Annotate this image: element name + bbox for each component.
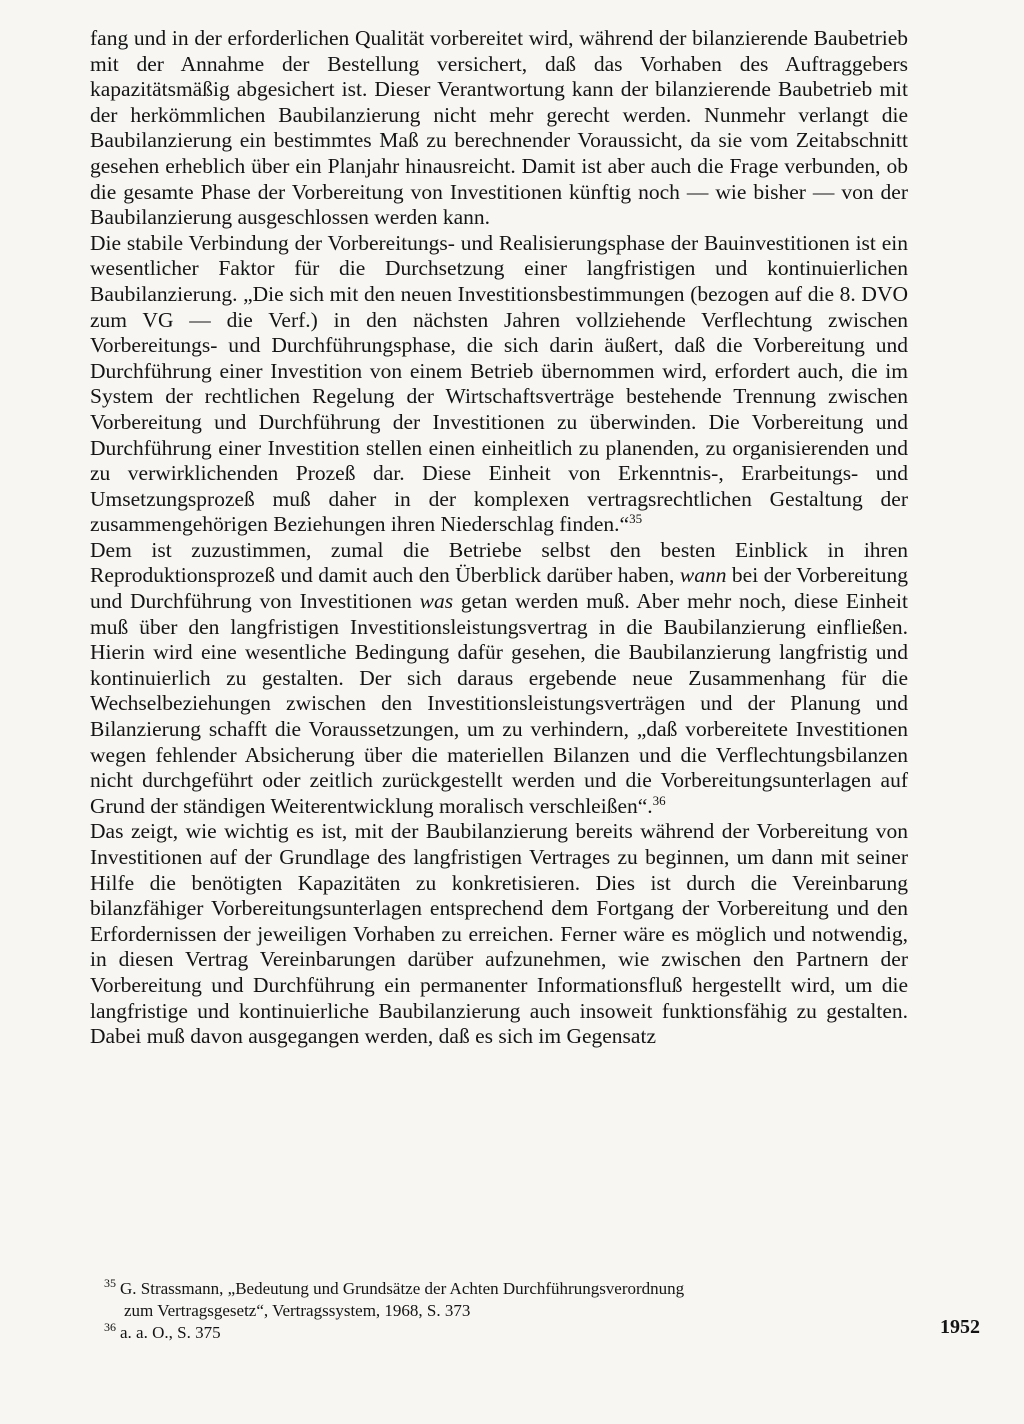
page-number: 1952 bbox=[940, 1316, 980, 1338]
paragraph-2-text: Die stabile Verbindung der Vorbereitungs- und Realisierungsphase der Bauinvestitionen ist ein wesentlicher Faktor für die Durchsetzung einer langfristigen und kontinuierlichen Baubilanzierung. „Die sich mit den neuen Investitionsbestimmungen (bezogen auf die 8. DVO zum VG — die Verf.) in den nächsten Jahren vollziehende Verflechtung zwischen Vorbereitungs- und Durchführungsphase, die sich darin äußert, daß die Vorbereitung und Durchführung einer Investition von einem Betrieb übernommen wird, erfordert auch, die im System der rechtlichen Regelung der Wirtschaftsverträge bestehende Trennung zwischen Vorbereitung und Durchführung der Investitionen zu überwinden. Die Vorbereitung und Durchführung einer Investition stellen einen einheitlich zu planenden, zu organisierenden und zu verwirklichenden Prozeß dar. Diese Einheit von Erkenntnis-, Erarbeitungs- und Umsetzungsprozeß muß daher in der komplexen vertragsrechtlichen Gestaltung der zusammengehörigen Beziehungen ihren Niederschlag finden.“ bbox=[90, 230, 908, 537]
emphasis-was: was bbox=[419, 589, 454, 614]
paragraph-3-text-c: getan werden muß. Aber mehr noch, diese Einheit muß über den langfristigen Investitionsleistungsvertrag in die Baubilanzierung einfließen. Hierin wird eine wesentliche Bedingung dafür gesehen, die Baubilanzierung langfristig und kontinuierlich zu gestalten. Der sich daraus ergebende neue Zusammenhang für die Wechselbeziehungen zwischen den Investitionsleistungsverträgen und der Planung und Bilanzierung schafft die Voraussetzungen, um zu verhindern, „daß vorbereitete Investitionen wegen fehlender Absicherung über die materiellen Bilanzen und die Verflechtungsbilanzen nicht durchgeführt oder zeitlich zurückgestellt werden und die Vorbereitungsunterlagen auf Grund der ständigen Weiterentwicklung moralisch verschleißen“. bbox=[90, 589, 908, 818]
emphasis-wann: wann bbox=[679, 563, 727, 588]
paragraph-2 bbox=[90, 231, 908, 538]
paragraph-3-text-a: Dem ist zuzustimmen, zumal die Betriebe selbst den besten Einblick in ihren Reproduktionsprozeß und damit auch den Überblick darüber haben, bbox=[90, 537, 908, 588]
paragraph-4: Das zeigt, wie wichtig es ist, mit der Baubilanzierung bereits während der Vorbereitung von Investitionen auf der Grundlage des langfristigen Vertrages zu beginnen, um dann mit seiner Hilfe die benötigten Kapazitäten zu konkretisieren. Dies ist durch die Vereinbarung bilanzfähiger Vorbereitungsunterlagen entsprechend dem Fortgang der Vorbereitung und den Erfordernissen der jeweiligen Vorhaben zu erreichen. Ferner wäre es möglich und notwendig, in diesen Vertrag Vereinbarungen darüber aufzunehmen, wie zwischen den Partnern der Vorbereitung und Durchführung ein permanenter Informationsfluß hergestellt wird, um die langfristige und kontinuierliche Baubilanzierung auch insoweit funktionsfähig zu gestalten. Dabei muß davon ausgegangen werden, daß es sich im Gegensatz bbox=[90, 819, 908, 1049]
footnotes bbox=[104, 1278, 924, 1344]
footnote-ref-36: 36 bbox=[652, 792, 666, 808]
footnote-text: G. Strassmann, „Bedeutung und Grundsätze der Achten Durchführungsverordnung bbox=[120, 1279, 685, 1298]
main-text bbox=[90, 26, 908, 1050]
footnote-number: 35 bbox=[104, 1276, 116, 1291]
footnote-ref-35: 35 bbox=[629, 511, 643, 527]
paragraph-3 bbox=[90, 538, 908, 820]
paragraph-1: fang und in der erforderlichen Qualität vorbereitet wird, während der bilanzierende Baubetrieb mit der Annahme der Bestellung versichert, daß das Vorhaben des Auftraggebers kapazitätsmäßig abgesichert ist. Dieser Verantwortung kann der bilanzierende Baubetrieb mit der herkömmlichen Baubilanzierung nicht mehr gerecht werden. Nunmehr verlangt die Baubilanzierung ein bestimmtes Maß zu berechnender Voraussicht, da sie vom Zeitabschnitt gesehen erheblich über ein Planjahr hinausreicht. Damit ist aber auch die Frage verbunden, ob die gesamte Phase der Vorbereitung von Investitionen künftig noch — wie bisher — von der Baubilanzierung ausgeschlossen werden kann. bbox=[90, 26, 908, 230]
paragraph-3-text-b: bei der Vorbereitung und Durchführung von Investitionen bbox=[90, 563, 909, 614]
footnote-35 bbox=[104, 1278, 924, 1300]
footnote-36 bbox=[104, 1322, 924, 1344]
footnote-number: 36 bbox=[104, 1320, 116, 1335]
footnote-text: a. a. O., S. 375 bbox=[120, 1323, 221, 1342]
footnote-35-continuation: zum Vertragsgesetz“, Vertragssystem, 1968, S. 373 bbox=[124, 1301, 471, 1320]
